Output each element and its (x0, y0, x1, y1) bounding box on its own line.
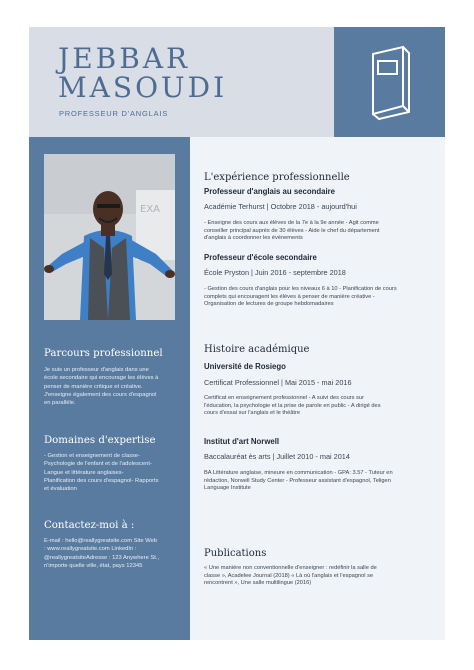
school-description (204, 395, 440, 418)
book-icon (367, 44, 415, 122)
job-place: École Pryston | Juin 2016 - septembre 2018 (204, 268, 346, 277)
publication-line: classe », Acadelee Journal (2018) « Là où l'anglais et l'espagnol se (204, 572, 374, 579)
education-heading: Histoire académique (204, 344, 310, 355)
publications-text (204, 565, 440, 588)
profile-photo (44, 154, 175, 320)
contact-line: n'importe quelle ville, état, pays 12345 (44, 562, 143, 569)
school-line: BA Littérature anglaise, mineure en communication - GPA: 3.57 - Tuteur en (204, 470, 393, 476)
contact-line: @reallygreatsiteAdresse : 123 Anywhere St., (44, 554, 160, 561)
experience-heading: L'expérience professionnelle (204, 172, 350, 183)
school-line: cours d'essai sur l'anglais et le théâtre (204, 410, 301, 417)
school-description (204, 470, 440, 493)
last-name: MASOUDI (58, 71, 228, 104)
school-line: Certificat en enseignement professionnel - A suivi des cours sur (204, 395, 364, 401)
parcours-heading: Parcours professionnel (44, 348, 163, 359)
publication-line: « Une manière non conventionnelle d'enseigner : redéfinir la salle de (204, 565, 377, 571)
domaines-line: Langue et littérature anglaises- (44, 469, 124, 476)
contact-heading: Contactez-moi à : (44, 520, 135, 531)
job-line: - Enseigne des cours aux élèves de la 7e à la 9e année - Agit comme (204, 220, 379, 226)
parcours-line: école secondaire qui encourage les élèves à (44, 375, 159, 382)
domaines-line: Psychologie de l'enfant et de l'adolescent- (44, 461, 152, 468)
domaines-line: - Gestion et enseignement de classe- (44, 453, 141, 459)
contact-line: : www.reallygreatsite.com LinkedIn : (44, 546, 137, 553)
parcours-line: en parallèle. (44, 400, 76, 407)
parcours-line: penser de manière critique et créative. (44, 383, 143, 390)
person-name (58, 44, 227, 102)
school-degree: Baccalauréat ès arts | Juillet 2010 - mai 2014 (204, 452, 350, 461)
job-role: Professeur d'école secondaire (204, 253, 317, 262)
parcours-line: J'enseigne également des cours d'espagnol (44, 391, 157, 398)
domaines-heading: Domaines d'expertise (44, 435, 156, 446)
school-degree: Certificat Professionnel | Mai 2015 - mai 2016 (204, 378, 352, 387)
icon-box (334, 27, 445, 137)
school-line: l'éducation, la psychologie et la prise de parole en public - A dirigé des (204, 402, 381, 409)
job-description (204, 286, 440, 309)
parcours-text (44, 366, 184, 407)
school-name: Université de Rosiego (204, 362, 286, 371)
contact-line: E-mail : hello@reallygreatsite.com Site Web (44, 538, 158, 544)
domaines-text (44, 452, 184, 493)
school-line: rédaction, Norwell Study Center - Professeur assistant d'espagnol, Teligen (204, 477, 391, 484)
first-name: JEBBAR (58, 42, 191, 75)
contact-text (44, 537, 184, 570)
parcours-line: Je suis un professeur d'anglais dans une (44, 367, 149, 373)
domaines-line: et évaluation (44, 486, 77, 493)
job-line: - Gestion des cours d'anglais pour les niveaux 6 à 10 - Planification de cours (204, 286, 397, 292)
svg-text:EXA: EXA (140, 204, 161, 215)
domaines-line: Planification des cours d'espagnol- Rapports (44, 477, 159, 484)
job-description (204, 220, 440, 243)
job-title: PROFESSEUR D'ANGLAIS (59, 109, 169, 118)
publications-heading: Publications (204, 548, 267, 559)
job-line: d'anglais à coordonner les événements (204, 235, 303, 242)
job-role: Professeur d'anglais au secondaire (204, 187, 335, 196)
school-line: Language Institute (204, 485, 251, 492)
publication-line: rencontrent », Une salle multilingue (2016) (204, 580, 312, 587)
school-name: Institut d'art Norwell (204, 437, 280, 446)
job-line: complets qui encouragent les élèves à penser de manière créative - (204, 293, 375, 300)
job-place: Académie Terhurst | Octobre 2018 - aujourd'hui (204, 202, 357, 211)
job-line: conseiller principal auprès de 30 élèves - Aide le chef du département (204, 227, 380, 234)
job-line: Organisation de lectures de groupe hebdomadaires (204, 301, 334, 308)
